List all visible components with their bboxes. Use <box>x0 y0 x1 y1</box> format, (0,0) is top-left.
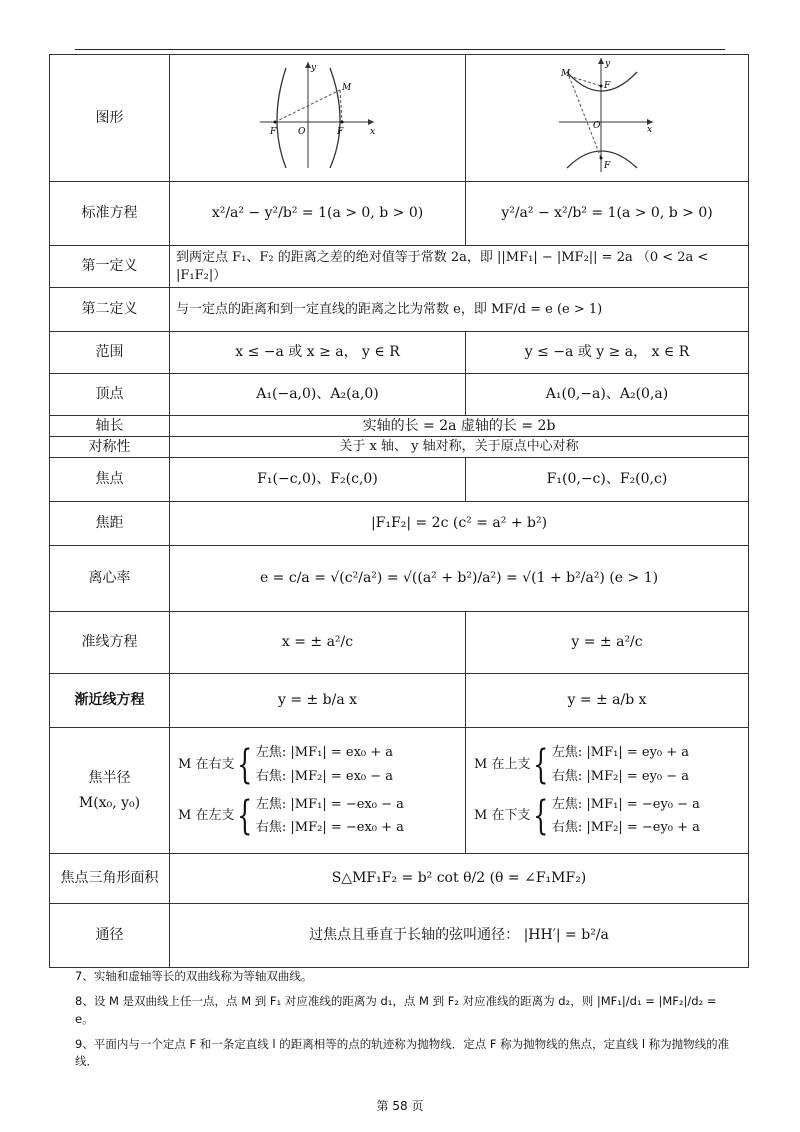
eccentricity-text: e = c/a = √(c²/a²) = √((a² + b²)/a²) = √(1 + b²/a²) (e > 1) <box>170 546 749 612</box>
std-eq-left: x²/a² − y²/b² = 1(a > 0, b > 0) <box>170 182 466 246</box>
svg-text:y: y <box>310 63 316 74</box>
hyperbola-y-graph <box>557 56 657 174</box>
row-label: 图形 <box>50 55 170 182</box>
row-sublabel: M(x₀, y₀) <box>78 794 141 811</box>
row-label: 焦距 <box>50 502 170 546</box>
row-label: 离心率 <box>50 546 170 612</box>
formula-line: 左焦: |MF₁| = ey₀ + a <box>551 745 690 761</box>
svg-text:F: F <box>604 161 611 172</box>
svg-text:F: F <box>336 127 343 138</box>
row-label: 焦点三角形面积 <box>50 854 170 904</box>
row-label: 标准方程 <box>50 182 170 246</box>
focal-distance-text: |F₁F₂| = 2c (c² = a² + b²) <box>170 502 749 546</box>
hyperbola-table <box>49 54 749 968</box>
formula-line: 左焦: |MF₁| = −ey₀ − a <box>551 796 700 812</box>
figure-horizontal-hyperbola <box>170 55 466 182</box>
svg-text:M: M <box>561 69 571 80</box>
row-standard-equation <box>50 182 749 246</box>
row-vertex <box>50 374 749 416</box>
focal-radius-right-branch <box>176 741 459 788</box>
row-asymptote <box>50 674 749 728</box>
row-label: 第二定义 <box>50 288 170 332</box>
range-right: y ≤ −a 或 y ≥ a， x ∈ R <box>466 332 749 374</box>
formula-line: 右焦: |MF₂| = −ey₀ + a <box>551 820 700 836</box>
svg-text:F: F <box>604 81 611 92</box>
note-7: 7、实轴和虚轴等长的双曲线称为等轴双曲线。 <box>75 969 313 983</box>
formula-line: 右焦: |MF₂| = ey₀ − a <box>551 768 690 784</box>
row-label: 焦点 <box>50 458 170 502</box>
brace-icon: { <box>237 741 253 788</box>
svg-text:x: x <box>647 125 653 136</box>
svg-text:O: O <box>593 121 601 132</box>
svg-text:x: x <box>369 127 375 138</box>
row-label-cell <box>50 728 170 854</box>
row-focus <box>50 458 749 502</box>
focus-left: F₁(−c,0)、F₂(c,0) <box>170 458 466 502</box>
note-9: 9、平面内与一个定点 F 和一条定直线 l 的距离相等的点的轨迹称为抛物线．定点 F 称为抛物线的焦点，定直线 l 称为抛物线的准线． <box>75 1036 730 1068</box>
focal-radius-upper-branch <box>472 741 742 788</box>
header-rule <box>75 49 725 50</box>
std-eq-right: y²/a² − x²/b² = 1(a > 0, b > 0) <box>466 182 749 246</box>
brace-icon: { <box>533 741 549 788</box>
row-focal-distance <box>50 502 749 546</box>
row-label: 渐近线方程 <box>50 674 170 728</box>
row-latus-rectum <box>50 904 749 968</box>
row-focal-triangle-area <box>50 854 749 904</box>
asymptote-left: y = ± b/a x <box>170 674 466 728</box>
row-label: 对称性 <box>50 437 170 458</box>
formula-line: 右焦: |MF₂| = ex₀ − a <box>255 768 394 784</box>
directrix-left: x = ± a²/c <box>170 612 466 674</box>
brace-icon: { <box>533 793 549 840</box>
row-label: 焦半径 <box>88 769 131 786</box>
formula-line: 左焦: |MF₁| = ex₀ + a <box>255 745 394 761</box>
row-focal-radius <box>50 728 749 854</box>
row-second-definition <box>50 288 749 332</box>
row-symmetry <box>50 437 749 458</box>
row-label: 准线方程 <box>50 612 170 674</box>
branch-label: M 在上支 <box>474 757 531 773</box>
brace-icon: { <box>237 793 253 840</box>
row-first-definition <box>50 246 749 288</box>
focal-radius-left <box>170 728 466 854</box>
branch-label: M 在左支 <box>178 808 235 824</box>
symmetry-text: 关于 x 轴、 y 轴对称，关于原点中心对称 <box>170 437 749 458</box>
page-number: 第 58 页 <box>376 1099 424 1113</box>
def1-text: 到两定点 F₁、F₂ 的距离之差的绝对值等于常数 2a，即 ||MF₁| − |MF₂|| = 2a （0 < 2a < |F₁F₂|） <box>170 246 749 288</box>
row-figure <box>50 55 749 182</box>
vertex-left: A₁(−a,0)、A₂(a,0) <box>170 374 466 416</box>
directrix-right: y = ± a²/c <box>466 612 749 674</box>
row-label: 轴长 <box>50 416 170 437</box>
notes-section <box>75 968 735 1078</box>
row-directrix <box>50 612 749 674</box>
latus-text: 过焦点且垂直于长轴的弦叫通径： |HH′| = b²/a <box>170 904 749 968</box>
focal-radius-left-branch <box>176 793 459 840</box>
triangle-area-text: S△MF₁F₂ = b² cot θ/2 (θ = ∠F₁MF₂) <box>170 854 749 904</box>
row-label: 范围 <box>50 332 170 374</box>
svg-text:O: O <box>297 127 305 138</box>
hyperbola-x-graph <box>258 60 378 170</box>
row-label: 通径 <box>50 904 170 968</box>
vertex-right: A₁(0,−a)、A₂(0,a) <box>466 374 749 416</box>
focal-radius-lower-branch <box>472 793 742 840</box>
figure-vertical-hyperbola <box>466 55 749 182</box>
branch-label: M 在下支 <box>474 808 531 824</box>
row-label: 顶点 <box>50 374 170 416</box>
range-left: x ≤ −a 或 x ≥ a， y ∈ R <box>170 332 466 374</box>
row-eccentricity <box>50 546 749 612</box>
formula-line: 右焦: |MF₂| = −ex₀ + a <box>255 820 404 836</box>
note-8: 8、设 M 是双曲线上任一点，点 M 到 F₁ 对应准线的距离为 d₁，点 M 到 F₂ 对应准线的距离为 d₂，则 |MF₁|/d₁ = |MF₂|/d₂ = e。 <box>75 994 717 1026</box>
focus-right: F₁(0,−c)、F₂(0,c) <box>466 458 749 502</box>
row-axis-length <box>50 416 749 437</box>
row-label: 第一定义 <box>50 246 170 288</box>
formula-line: 左焦: |MF₁| = −ex₀ − a <box>255 796 404 812</box>
asymptote-right: y = ± a/b x <box>466 674 749 728</box>
def2-text: 与一定点的距离和到一定直线的距离之比为常数 e，即 MF/d = e (e > 1) <box>170 288 749 332</box>
row-range <box>50 332 749 374</box>
focal-radius-right <box>466 728 749 854</box>
svg-text:F: F <box>269 127 276 138</box>
branch-label: M 在右支 <box>178 757 235 773</box>
svg-text:M: M <box>341 83 351 94</box>
svg-text:y: y <box>605 59 611 70</box>
axis-text: 实轴的长 = 2a 虚轴的长 = 2b <box>170 416 749 437</box>
